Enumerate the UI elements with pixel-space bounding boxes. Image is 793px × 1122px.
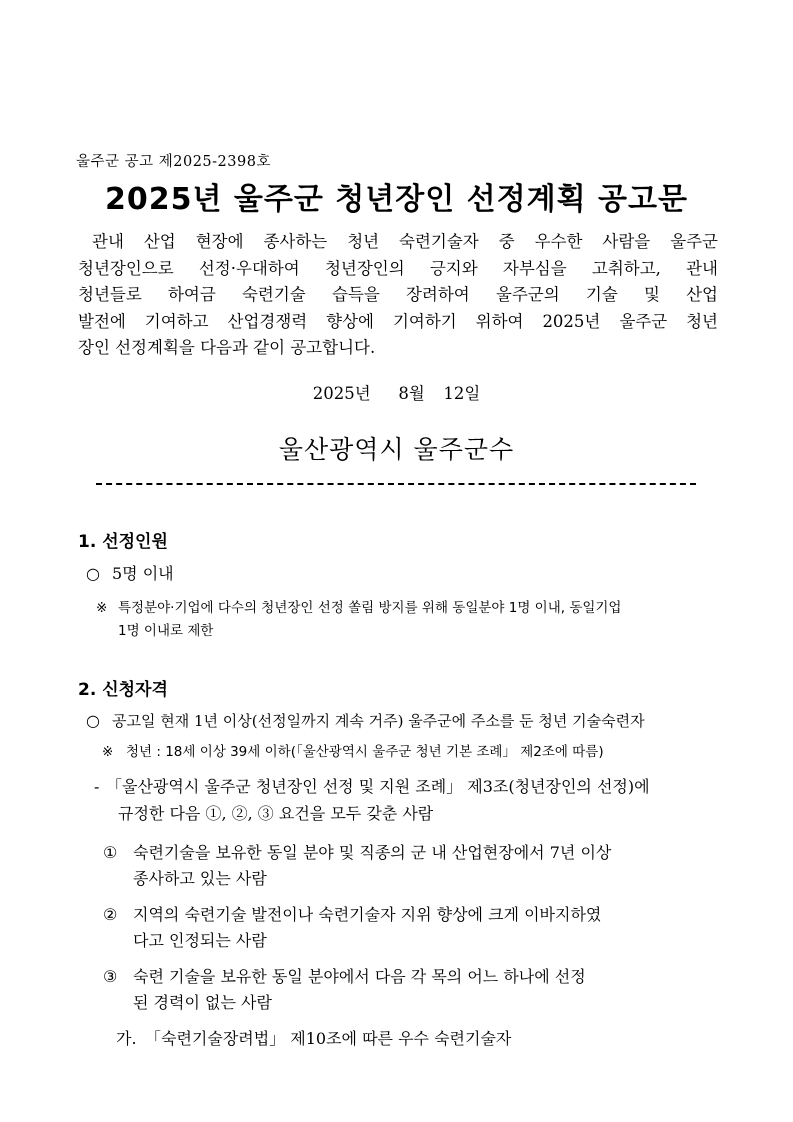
requirement-mark: ③	[103, 967, 118, 986]
requirement-line: 지역의 숙련기술 발전이나 숙련기술자 지위 향상에 크게 이바지하였	[133, 905, 602, 924]
requirement-mark: ①	[103, 843, 118, 862]
note-mark: ※	[102, 744, 114, 760]
notice-number: 울주군 공고 제2025-2398호	[76, 154, 271, 170]
youth-definition-note: 청년 : 18세 이상 39세 이하(「울산광역시 울주군 청년 기본 조례」 제2조에 따름)	[126, 744, 604, 760]
selection-count-text: 5명 이내	[112, 564, 174, 583]
intro-line: 발전에 기여하고 산업경쟁력 향상에 기여하기 위하여 2025년 울주군 청년	[78, 311, 718, 331]
note-line: 1명 이내로 제한	[118, 623, 214, 639]
separator-line	[96, 483, 696, 485]
requirement-line: 된 경력이 없는 사람	[133, 993, 272, 1012]
eligibility-text: 공고일 현재 1년 이상(선정일까지 계속 거주) 울주군에 주소를 둔 청년 기술숙련자	[112, 712, 645, 730]
document-title: 2025년 울주군 청년장인 선정계획 공고문	[105, 182, 688, 217]
intro-line: 관내 산업 현장에 종사하는 청년 숙련기술자 중 우수한 사람을 울주군	[92, 232, 718, 251]
note-mark: ※	[96, 600, 108, 616]
section-heading-eligibility: 2. 신청자격	[78, 680, 168, 700]
requirement-line: 다고 인정되는 사람	[133, 931, 267, 950]
notice-date: 2025년 8월 12일	[312, 384, 481, 403]
intro-line: 청년장인으로 선정·우대하여 청년장인의 긍지와 자부심을 고취하고, 관내	[78, 258, 718, 278]
issuer-name: 울산광역시 울주군수	[278, 435, 515, 464]
intro-line: 청년들로 하여금 숙련기술 습득을 장려하여 울주군의 기술 및 산업	[78, 285, 718, 304]
ordinance-line: 「울산광역시 울주군 청년장인 선정 및 지원 조례」 제3조(청년장인의 선정)에	[106, 777, 650, 796]
intro-line: 장인 선정계획을 다음과 같이 공고합니다.	[78, 338, 376, 357]
requirement-line: 숙련기술을 보유한 동일 분야 및 직종의 군 내 산업현장에서 7년 이상	[133, 843, 612, 862]
sub-item-mark: 가.	[116, 1029, 137, 1048]
requirement-line: 종사하고 있는 사람	[133, 869, 267, 888]
section-heading-selection-count: 1. 선정인원	[78, 532, 168, 552]
requirement-line: 숙련 기술을 보유한 동일 분야에서 다음 각 목의 어느 하나에 선정	[133, 967, 586, 986]
bullet-mark: ○	[86, 564, 100, 583]
intro-paragraph	[78, 229, 718, 362]
ordinance-line: 규정한 다음 ①, ②, ③ 요건을 모두 갖춘 사람	[118, 804, 434, 823]
requirement-mark: ②	[103, 905, 118, 924]
sub-item-text: 「숙련기술장려법」 제10조에 따른 우수 숙련기술자	[145, 1029, 512, 1048]
note-line: 특정분야·기업에 다수의 청년장인 선정 쏠림 방지를 위해 동일분야 1명 이내, 동일기업	[118, 600, 622, 616]
dash-mark: -	[94, 777, 100, 796]
bullet-mark: ○	[86, 711, 100, 730]
